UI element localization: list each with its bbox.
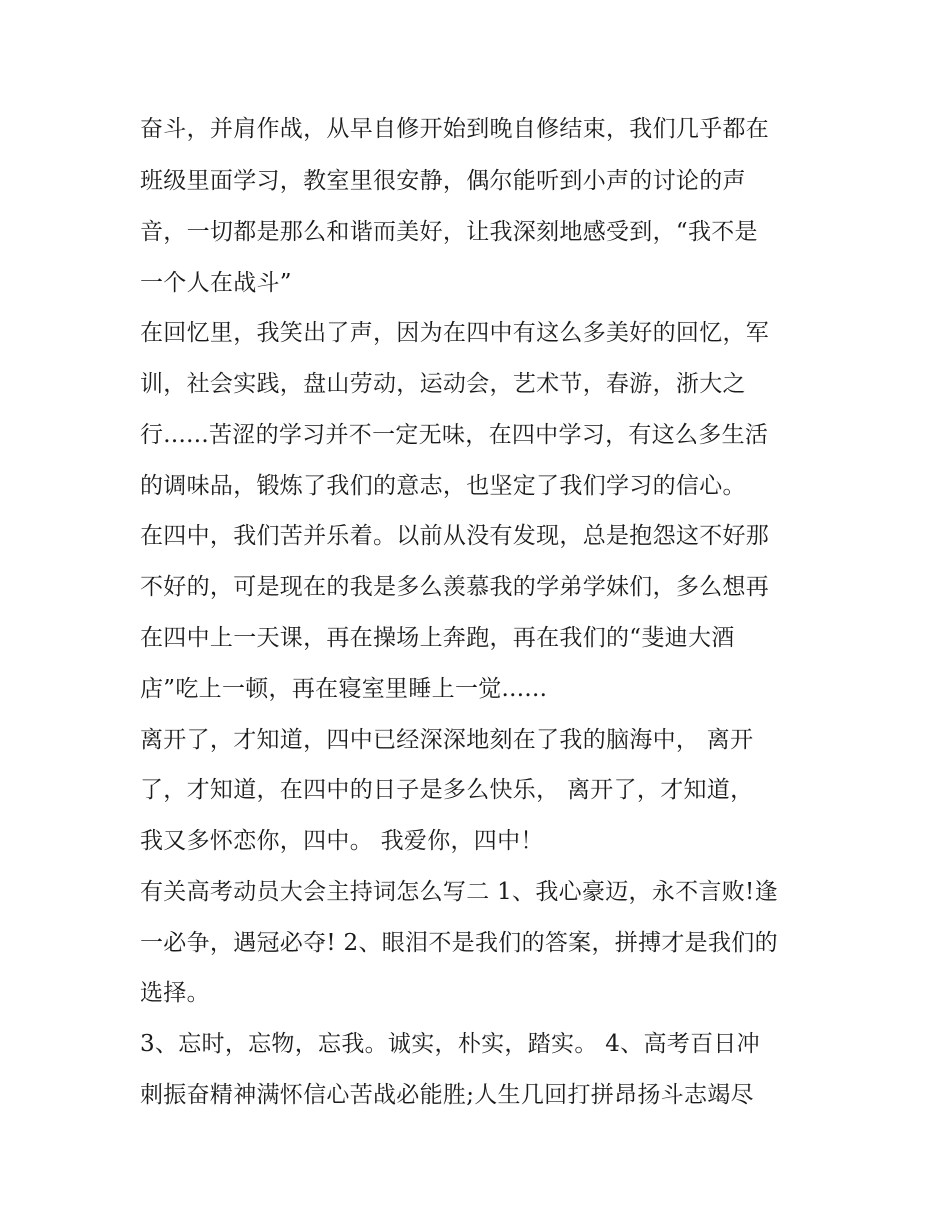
text-line: 在回忆里，我笑出了声，因为在四中有这么多美好的回忆，军 — [140, 320, 770, 346]
text-line: 班级里面学习，教室里很安静，偶尔能听到小声的讨论的声 — [140, 168, 746, 194]
text-line: 了，才知道，在四中的日子是多么快乐， 离开了，才知道， — [140, 777, 754, 803]
text-line: 不好的，可是现在的我是多么羡慕我的学弟学妹们，多么想再 — [140, 574, 770, 600]
text-line: 3、忘时，忘物，忘我。诚实，朴实，踏实。 4、高考百日冲 — [140, 1031, 760, 1057]
text-line: 在四中，我们苦并乐着。以前从没有发现，总是抱怨这不好那 — [140, 523, 770, 549]
text-line: 我又多怀恋你，四中。 我爱你，四中！ — [140, 828, 544, 854]
text-line: 训，社会实践，盘山劳动，运动会，艺术节，春游，浙大之 — [140, 371, 746, 397]
text-line: 音，一切都是那么和谐而美好，让我深刻地感受到，“我不是 — [140, 219, 758, 245]
text-line: 离开了，才知道，四中已经深深地刻在了我的脑海中， 离开 — [140, 727, 754, 753]
text-line: 行......苦涩的学习并不一定无味，在四中学习，有这么多生活 — [140, 422, 769, 448]
text-line: 奋斗，并肩作战，从早自修开始到晚自修结束，我们几乎都在 — [140, 116, 770, 142]
text-line: 选择。 — [140, 980, 210, 1006]
text-line: 刺振奋精神满怀信心苦战必能胜;人生几回打拼昂扬斗志竭尽 — [140, 1082, 754, 1108]
text-line: 有关高考动员大会主持词怎么写二 1、我心豪迈，永不言败!逢 — [140, 879, 778, 905]
text-line: 一必争，遇冠必夺! 2、眼泪不是我们的答案，拼搏才是我们的 — [140, 930, 778, 956]
text-line: 的调味品，锻炼了我们的意志，也坚定了我们学习的信心。 — [140, 473, 746, 499]
text-line: 在四中上一天课，再在操场上奔跑，再在我们的“斐迪大酒 — [140, 625, 735, 651]
text-line: 一个人在战斗” — [140, 270, 292, 296]
text-line: 店”吃上一顿，再在寝室里睡上一觉...... — [140, 676, 548, 702]
